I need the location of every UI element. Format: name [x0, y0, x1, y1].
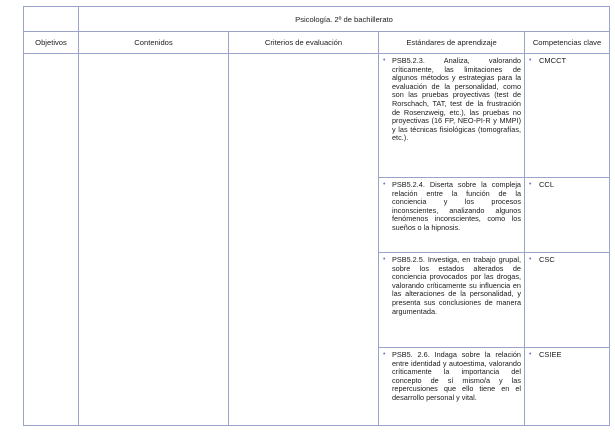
competence-text: CSC [539, 255, 555, 264]
curriculum-table [23, 6, 610, 426]
bullet-icon: • [383, 351, 386, 358]
header-competencias: Competencias clave [525, 32, 610, 54]
standard-text: PSB5.2.3. Analiza, valorando críticamente, las limitaciones de algunos métodos y estrategias para la evaluación de la personalidad, como son las pruebas proyectivas (test de Rorschach, TAT, test de la frustración de Rosenzweig, etc.), las pruebas no proyectivas (16 FP, NEO-PI-R y MMPI) y las técnicas fisiológicas (tomografías, etc.). [392, 56, 521, 143]
bullet-icon: • [383, 57, 386, 64]
title-row [24, 7, 610, 32]
bullet-icon: • [383, 256, 386, 263]
competence-cell [525, 348, 610, 426]
competence-text: CSIEE [539, 350, 562, 359]
header-criterios: Criterios de evaluación [229, 32, 379, 54]
competence-cell [525, 54, 610, 178]
standard-cell [379, 178, 525, 253]
table-row [24, 54, 610, 178]
bullet-icon: • [529, 351, 532, 358]
objetivos-cell [24, 54, 79, 426]
standard-text: PSB5.2.5. Investiga, en trabajo grupal, sobre los estados alterados de conciencia provocados por las drogas, valorando críticamente su influencia en las alteraciones de la personalidad, y presenta sus conclusiones de manera argumentada. [392, 255, 521, 316]
header-objetivos: Objetivos [24, 32, 79, 54]
standard-cell [379, 54, 525, 178]
standard-text: PSB5. 2.6. Indaga sobre la relación entre identidad y autoestima, valorando críticamente la importancia del concepto de sí mismo/a y las repercusiones que ello tiene en el desarrollo personal y vital. [392, 350, 521, 402]
competence-text: CCL [539, 180, 555, 189]
bullet-icon: • [529, 57, 532, 64]
competence-cell [525, 178, 610, 253]
blank-corner-cell [24, 7, 79, 32]
table-title: Psicología. 2º de bachillerato [79, 7, 610, 32]
standard-cell [379, 253, 525, 348]
competence-cell [525, 253, 610, 348]
standard-cell [379, 348, 525, 426]
competence-text: CMCCT [539, 56, 567, 65]
contenidos-cell [79, 54, 229, 426]
bullet-icon: • [529, 256, 532, 263]
standard-text: PSB5.2.4. Diserta sobre la compleja relación entre la función de la conciencia y los procesos inconscientes, analizando algunos fenómenos inconscientes, como los sueños o la hipnosis. [392, 180, 521, 232]
criterios-cell [229, 54, 379, 426]
header-row [24, 32, 610, 54]
header-contenidos: Contenidos [79, 32, 229, 54]
bullet-icon: • [383, 181, 386, 188]
header-estandares: Estándares de aprendizaje [379, 32, 525, 54]
bullet-icon: • [529, 181, 532, 188]
